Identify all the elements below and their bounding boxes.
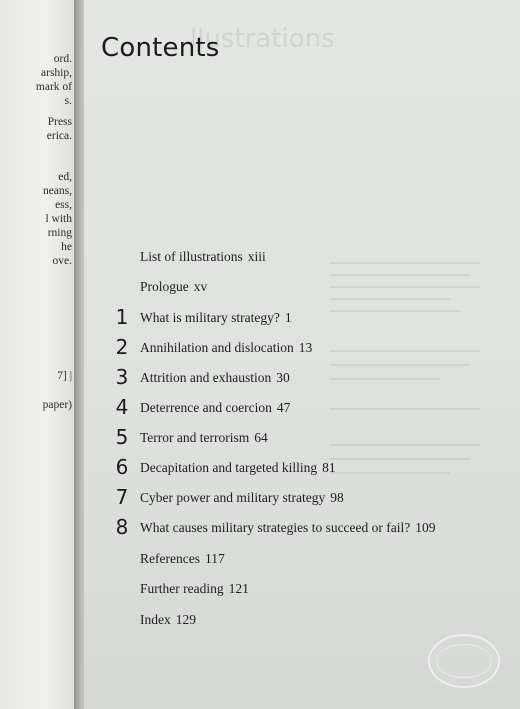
left-page-fragment: arship,: [41, 67, 72, 79]
toc-chapter: [0, 335, 520, 362]
toc-entry-text: [140, 549, 225, 569]
left-page-fragment: l with: [45, 213, 72, 225]
toc-entry: [0, 247, 520, 271]
toc-chapter: [0, 365, 520, 392]
toc-chapter: [0, 305, 520, 332]
toc-entry-text: [140, 458, 336, 478]
toc-entry: [0, 610, 520, 634]
chapter-number: 8: [115, 515, 129, 539]
show-through-heading: llustrations: [190, 24, 335, 54]
toc-entry-page: 98: [330, 490, 344, 505]
toc-entry-title: Cyber power and military strategy: [140, 490, 326, 505]
toc-entry-text: [140, 247, 266, 267]
toc-entry-page: 64: [254, 430, 268, 445]
toc-entry-title: Prologue: [140, 279, 189, 294]
left-page-fragment: mark of: [35, 81, 72, 93]
toc-entry-page: xiii: [247, 249, 266, 264]
toc-entry-title: Attrition and exhaustion: [140, 370, 272, 385]
left-page-fragment: Press: [47, 116, 72, 128]
toc-entry-title: Decapitation and targeted killing: [140, 460, 318, 475]
toc-entry-page: 117: [204, 551, 225, 566]
toc-entry-title: References: [140, 551, 200, 566]
toc-entry-page: 109: [415, 520, 436, 535]
toc-entry-title: Deterrence and coercion: [140, 400, 272, 415]
toc-entry-text: [140, 579, 249, 599]
toc-entry-text: [140, 277, 207, 297]
toc-entry-title: List of illustrations: [140, 249, 243, 264]
toc-chapter: [0, 515, 520, 542]
page-title: Contents: [101, 33, 220, 64]
toc-entry-title: Index: [140, 612, 171, 627]
chapter-number: 1: [115, 305, 129, 329]
toc-entry-page: xv: [193, 279, 208, 294]
left-page-fragment: 7] |: [57, 370, 72, 382]
toc-entry-page: 129: [175, 612, 196, 627]
toc-entry-page: 13: [298, 340, 313, 355]
toc-entry-title: What is military strategy?: [140, 310, 280, 325]
toc-entry-text: [140, 488, 344, 508]
left-page-fragment: erica.: [46, 130, 72, 142]
left-page-fragment: he: [61, 241, 72, 253]
left-page-fragment: neans,: [42, 185, 72, 197]
left-page-fragment: ove.: [52, 255, 72, 267]
toc-entry: [0, 277, 520, 301]
toc-entry-title: Further reading: [140, 581, 224, 596]
toc-entry-text: [140, 428, 268, 448]
left-page-fragment: paper): [42, 399, 72, 411]
toc-entry-title: What causes military strategies to succeed or fail?: [140, 520, 411, 535]
chapter-number: 4: [115, 395, 129, 419]
toc-entry-title: Annihilation and dislocation: [140, 340, 294, 355]
toc-entry-title: Terror and terrorism: [140, 430, 250, 445]
left-page-fragment: rning: [47, 227, 72, 239]
left-page-fragment: s.: [64, 95, 72, 107]
toc-entry-text: [140, 308, 292, 328]
toc-entry-page: 121: [228, 581, 249, 596]
toc-entry-text: [140, 398, 290, 418]
left-page-fragment: ed,: [58, 171, 72, 183]
toc-entry-text: [140, 338, 312, 358]
chapter-number: 2: [115, 335, 129, 359]
toc-entry-text: [140, 610, 196, 630]
watermark-stamp-ring: [436, 644, 492, 678]
chapter-number: 7: [115, 485, 129, 509]
watermark-stamp: [428, 634, 500, 688]
left-page-fragment: ord.: [53, 53, 72, 65]
left-page-fragment: ess,: [55, 199, 72, 211]
toc-entry-page: 30: [276, 370, 290, 385]
toc-entry-text: [140, 368, 290, 388]
toc-entry-page: 1: [284, 310, 292, 325]
chapter-number: 3: [115, 365, 129, 389]
toc-entry-page: 81: [322, 460, 336, 475]
toc-chapter: [0, 455, 520, 482]
toc-entry: [0, 549, 520, 573]
toc-chapter: [0, 485, 520, 512]
chapter-number: 5: [115, 425, 129, 449]
toc-chapter: [0, 395, 520, 422]
toc-chapter: [0, 425, 520, 452]
toc-entry: [0, 579, 520, 603]
chapter-number: 6: [115, 455, 129, 479]
toc-entry-text: [140, 518, 436, 538]
toc-entry-page: 47: [276, 400, 291, 415]
